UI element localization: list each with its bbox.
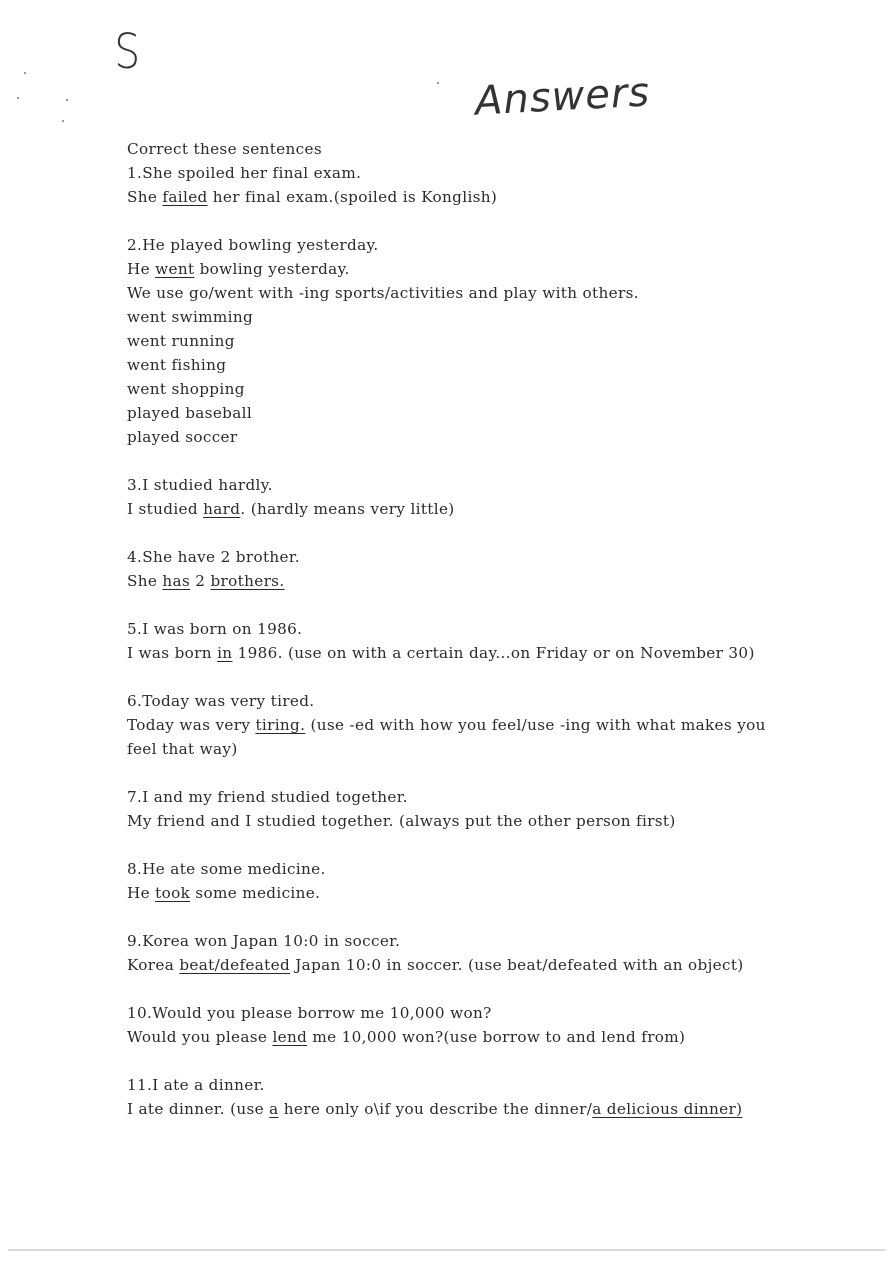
note-2: We use go/went with -ing sports/activities and play with others. bbox=[127, 284, 639, 302]
answer-3: I studied hard. (hardly means very little) bbox=[127, 500, 455, 518]
scan-speck bbox=[24, 72, 26, 74]
answer-10: Would you please lend me 10,000 won?(use borrow to and lend from) bbox=[127, 1028, 686, 1046]
spacer bbox=[127, 665, 787, 689]
spacer bbox=[127, 977, 787, 1001]
spacer bbox=[127, 1049, 787, 1073]
scan-speck bbox=[66, 99, 68, 101]
answer-8: He took some medicine. bbox=[127, 884, 321, 902]
handwritten-page-mark: S bbox=[114, 24, 141, 80]
scan-edge-line bbox=[8, 1249, 885, 1251]
spacer bbox=[127, 833, 787, 857]
question-6: 6.Today was very tired. bbox=[127, 692, 315, 710]
worksheet-body bbox=[127, 137, 787, 1121]
question-10: 10.Would you please borrow me 10,000 won? bbox=[127, 1004, 492, 1022]
scan-speck bbox=[437, 82, 439, 84]
scan-speck bbox=[62, 120, 64, 122]
example-line: went fishing bbox=[127, 356, 227, 374]
handwritten-title: Answers bbox=[473, 69, 652, 125]
example-line: played baseball bbox=[127, 404, 253, 422]
example-line: went running bbox=[127, 332, 235, 350]
question-11: 11.I ate a dinner. bbox=[127, 1076, 265, 1094]
spacer bbox=[127, 449, 787, 473]
worksheet-instruction: Correct these sentences bbox=[127, 140, 322, 158]
question-2: 2.He played bowling yesterday. bbox=[127, 236, 379, 254]
answer-9: Korea beat/defeated Japan 10:0 in soccer. (use beat/defeated with an object) bbox=[127, 956, 744, 974]
spacer bbox=[127, 593, 787, 617]
answer-5: I was born in 1986. (use on with a certain day...on Friday or on November 30) bbox=[127, 644, 755, 662]
answer-6: Today was very tiring. (use -ed with how you feel/use -ing with what makes you feel that way) bbox=[127, 716, 766, 758]
spacer bbox=[127, 905, 787, 929]
question-4: 4.She have 2 brother. bbox=[127, 548, 300, 566]
question-7: 7.I and my friend studied together. bbox=[127, 788, 408, 806]
question-5: 5.I was born on 1986. bbox=[127, 620, 303, 638]
question-9: 9.Korea won Japan 10:0 in soccer. bbox=[127, 932, 401, 950]
answer-1: She failed her final exam.(spoiled is Konglish) bbox=[127, 188, 498, 206]
answer-4: She has 2 brothers. bbox=[127, 572, 285, 590]
spacer bbox=[127, 761, 787, 785]
question-1: 1.She spoiled her final exam. bbox=[127, 164, 362, 182]
example-line: went shopping bbox=[127, 380, 245, 398]
answer-2: He went bowling yesterday. bbox=[127, 260, 350, 278]
example-line: went swimming bbox=[127, 308, 254, 326]
spacer bbox=[127, 209, 787, 233]
example-line: played soccer bbox=[127, 428, 238, 446]
answer-11: I ate dinner. (use a here only o\if you describe the dinner/a delicious dinner) bbox=[127, 1100, 743, 1118]
spacer bbox=[127, 521, 787, 545]
answer-7: My friend and I studied together. (always put the other person first) bbox=[127, 812, 676, 830]
question-8: 8.He ate some medicine. bbox=[127, 860, 326, 878]
question-3: 3.I studied hardly. bbox=[127, 476, 273, 494]
scan-speck bbox=[17, 97, 19, 99]
